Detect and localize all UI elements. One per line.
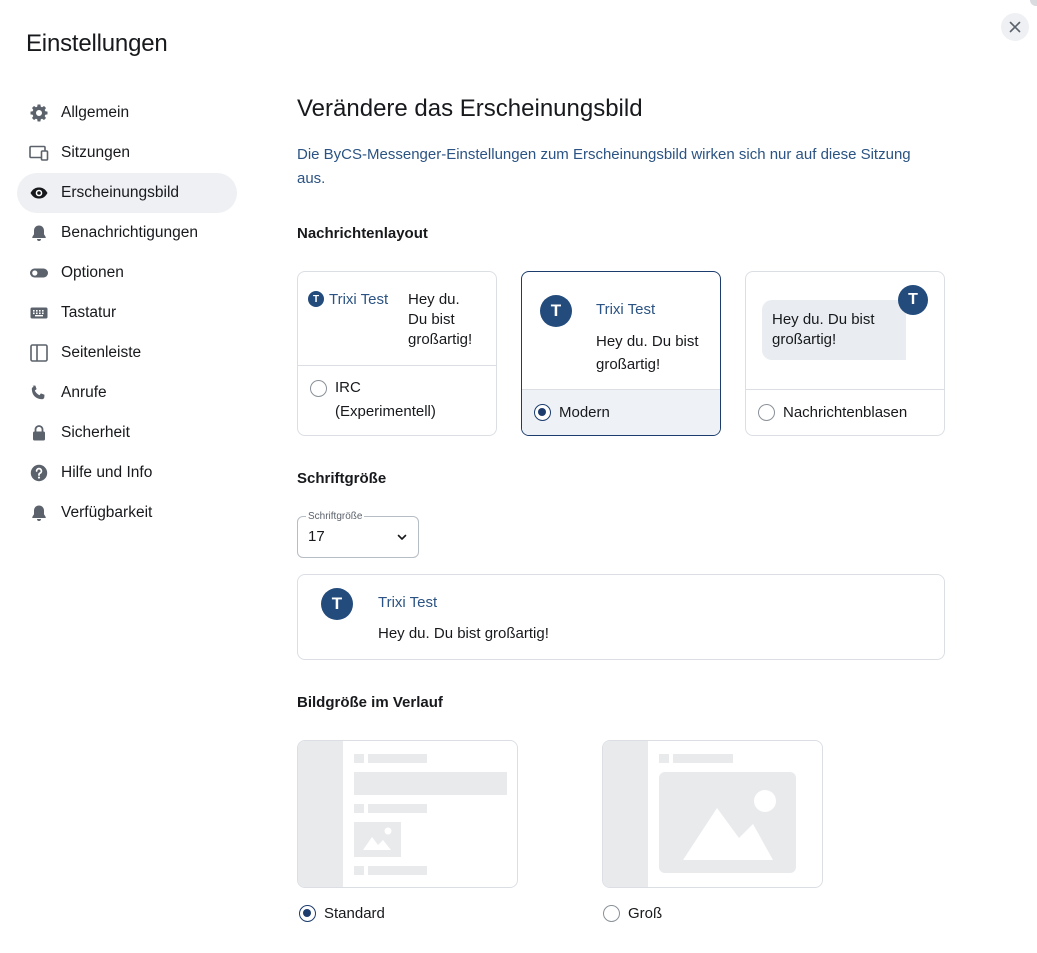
font-size-select[interactable]: [297, 511, 419, 558]
gear-icon: [29, 103, 49, 123]
font-size-heading: Schriftgröße: [297, 470, 387, 487]
help-icon: [29, 463, 49, 483]
layout-option-label: IRC (Experimentell): [335, 379, 436, 420]
message-text: Hey du. Du bist großartig!: [378, 625, 549, 642]
sidebar-item-anrufe[interactable]: [17, 373, 237, 413]
appearance-panel: [297, 93, 945, 922]
avatar: T: [321, 588, 353, 620]
sidebar-item-hilfe-und-info[interactable]: [17, 453, 237, 493]
image-size-option-large[interactable]: [603, 905, 662, 922]
layout-options: [297, 271, 945, 436]
sidebar-item-label: Erscheinungsbild: [61, 184, 180, 201]
sidebar-item-label: Tastatur: [61, 304, 117, 321]
toggle-icon: [29, 263, 49, 283]
window-corner: [1030, 0, 1037, 6]
sidebar-item-label: Benachrichtigungen: [61, 224, 199, 241]
layout-option-label: Modern: [559, 404, 610, 421]
close-icon: [1009, 21, 1021, 33]
image-size-option-standard[interactable]: [299, 905, 385, 922]
close-button[interactable]: [1001, 13, 1029, 41]
sender-name: Trixi Test: [329, 291, 389, 308]
sidebar-item-label: Optionen: [61, 264, 124, 281]
image-size-option-label: Standard: [324, 905, 385, 922]
message-text: Hey du. Du bist großartig!: [596, 333, 699, 373]
font-size-value: 17: [308, 528, 325, 545]
radio-large[interactable]: [603, 905, 620, 922]
radio-irc[interactable]: [310, 380, 327, 397]
chevron-down-icon: [396, 531, 408, 543]
image-size-heading: Bildgröße im Verlauf: [297, 694, 443, 711]
layout-card-modern[interactable]: [521, 271, 721, 436]
sender-name: Trixi Test: [596, 301, 656, 318]
phone-icon: [29, 383, 49, 403]
sidebar-item-allgemein[interactable]: [17, 93, 237, 133]
sidebar-item-erscheinungsbild[interactable]: [17, 173, 237, 213]
avatar: T: [308, 291, 324, 307]
sidebar-item-sicherheit[interactable]: [17, 413, 237, 453]
image-size-option-label: Groß: [628, 905, 663, 922]
sidebar-item-optionen[interactable]: [17, 253, 237, 293]
sidebar-item-label: Verfügbarkeit: [61, 504, 153, 521]
devices-icon: [29, 143, 49, 163]
image-size-card-large[interactable]: [602, 740, 823, 888]
sidebar-item-verfuegbarkeit[interactable]: [17, 493, 237, 533]
font-size-field-label: Schriftgröße: [308, 511, 363, 522]
sidebar-item-tastatur[interactable]: [17, 293, 237, 333]
page-description: Die ByCS-Messenger-Einstellungen zum Erscheinungsbild wirken sich nur auf diese Sitzung aus.: [297, 146, 911, 187]
bell-icon: [29, 223, 49, 243]
settings-sidebar: [17, 93, 237, 533]
layout-card-bubbles[interactable]: [745, 271, 945, 436]
bell-icon: [29, 503, 49, 523]
layout-card-irc[interactable]: [297, 271, 497, 436]
sidebar-icon: [29, 343, 49, 363]
avatar: T: [540, 295, 572, 327]
page-title: Verändere das Erscheinungsbild: [297, 95, 643, 122]
layout-option-bubbles[interactable]: [746, 389, 944, 435]
layout-option-modern[interactable]: [522, 389, 720, 435]
sidebar-item-label: Sicherheit: [61, 424, 130, 441]
layout-option-label: Nachrichtenblasen: [783, 404, 908, 421]
message-text: Hey du. Du bist großartig!: [772, 311, 875, 348]
message-text: Hey du. Du bist großartig!: [408, 291, 473, 348]
radio-standard[interactable]: [299, 905, 316, 922]
layout-option-irc[interactable]: [298, 365, 496, 435]
lock-icon: [29, 423, 49, 443]
layout-heading: Nachrichtenlayout: [297, 225, 428, 242]
sidebar-item-benachrichtigungen[interactable]: [17, 213, 237, 253]
image-placeholder-icon: [659, 772, 796, 873]
sender-name: Trixi Test: [378, 594, 438, 611]
eye-icon: [29, 183, 49, 203]
font-size-preview: [297, 574, 945, 660]
sidebar-item-label: Sitzungen: [61, 144, 130, 161]
sidebar-item-sitzungen[interactable]: [17, 133, 237, 173]
sidebar-item-label: Seitenleiste: [61, 344, 142, 361]
keyboard-icon: [29, 303, 49, 323]
sidebar-item-label: Allgemein: [61, 104, 130, 121]
dialog-title: Einstellungen: [26, 30, 168, 57]
image-placeholder-icon: [354, 822, 401, 857]
sidebar-item-label: Anrufe: [61, 384, 107, 401]
avatar: T: [898, 285, 928, 315]
image-size-card-standard[interactable]: [297, 740, 518, 888]
sidebar-item-label: Hilfe und Info: [61, 464, 153, 481]
sidebar-item-seitenleiste[interactable]: [17, 333, 237, 373]
radio-bubbles[interactable]: [758, 404, 775, 421]
radio-modern[interactable]: [534, 404, 551, 421]
